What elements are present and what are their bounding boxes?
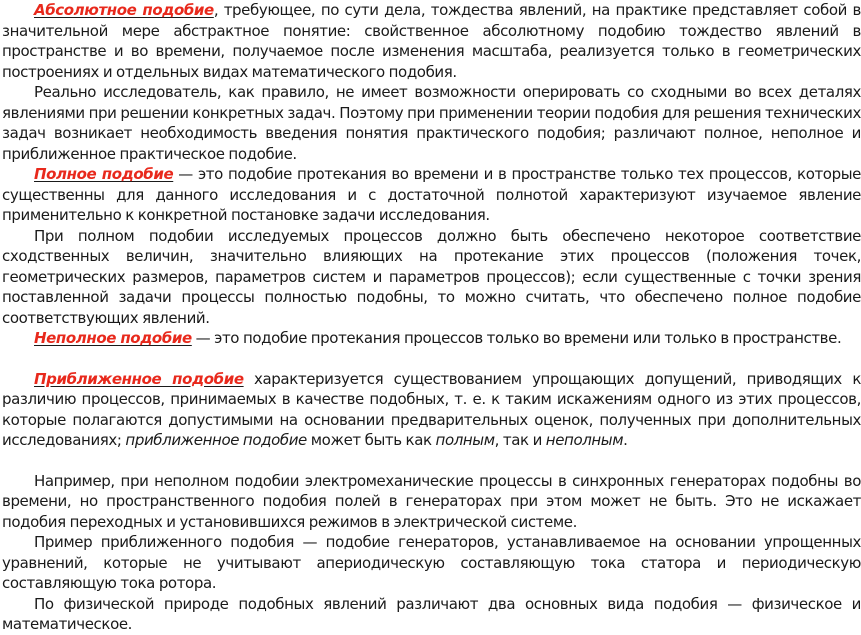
paragraph-approximate-similarity — [2, 369, 861, 451]
paragraph-text: По физической природе подобных явлений различают два основных вида подобия — физическое и математическое. — [2, 594, 861, 633]
paragraph-text: Реально исследователь, как правило, не имеет возможности оперировать со сходными во всех деталях явлениями при решении конкретных задач. Поэтому при применении теории подобия для решения технических задач возникает необходимость введения понятия практического подобия; различают полное, неполное и приближенное практическое подобие. — [2, 83, 861, 163]
paragraph-spacer — [2, 349, 861, 369]
paragraph-text: — это подобие протекания процессов только во времени или только в пространстве. — [191, 329, 842, 347]
paragraph-text: Пример приближенного подобия — подобие генераторов, устанавливаемое на основании упрощенных уравнений, которые не учитывают апериодическую составляющую тока статора и периодическую составляющую тока ротора. — [2, 533, 861, 592]
paragraph-text: , требующее, по сути дела, тождества явлений, на практике представляет собой в значительной мере абстрактное понятие: свойственное абсолютному подобию тождество явлений в пространстве и во времени, получаемое после изменения масштаба, реализуется только в геометрических построениях и отдельных видах математического подобия. — [2, 1, 861, 81]
paragraph-full-similarity — [2, 164, 861, 226]
term-full-similarity: Полное подобие — [34, 165, 174, 183]
term-partial-similarity: Неполное подобие — [34, 329, 192, 347]
paragraph-text: — это подобие протекания во времени и в пространстве только тех процессов, которые существенны для данного исследования и с достаточной полнотой характеризуют изучаемое явление применительно к конкретной постановке задачи исследования. — [2, 165, 861, 224]
paragraph-absolute-similarity — [2, 0, 861, 82]
italic-partial: неполным — [545, 431, 624, 449]
paragraph-practical-similarity — [2, 82, 861, 164]
paragraph-full-similarity-conditions — [2, 226, 861, 329]
paragraph-example-approximate — [2, 532, 861, 594]
paragraph-text: характеризуется существованием упрощающих допущений, приводящих к различию процессов, принимаемых в качестве подобных, т. е. к таким искажениям одного из этих процессов, которые полагаются допустимыми на основании предварительных оценок, полученных при дополнительных исследованиях; — [2, 369, 861, 449]
term-approximate-similarity: Приближенное подобие — [34, 369, 244, 388]
paragraph-text: . — [623, 431, 628, 449]
paragraph-physical-nature — [2, 594, 861, 635]
term-absolute-similarity: Абсолютное подобие — [34, 1, 214, 19]
italic-full: полным — [435, 431, 495, 449]
paragraph-text: При полном подобии исследуемых процессов должно быть обеспечено некоторое соответствие сходственных величин, значительно влияющих на протекание этих процессов (положения точек, геометрических размеров, параметров систем и параметров процессов); если существенные с точки зрения поставленной задачи процессы полностью подобны, то можно считать, что обеспечено полное подобие соответствующих явлений. — [2, 226, 861, 327]
paragraph-partial-similarity — [2, 328, 861, 349]
paragraph-text: , так и — [494, 431, 546, 449]
paragraph-text: Например, при неполном подобии электромеханические процессы в синхронных генераторах подобны во времени, но пространственного подобия полей в генераторах при этом может не быть. Это не искажает подобия переходных и установившихся режимов в электрической системе. — [2, 471, 861, 531]
document-text — [2, 0, 861, 635]
italic-approximate-similarity: приближенное подобие — [125, 431, 307, 449]
paragraph-spacer — [2, 451, 861, 471]
paragraph-example-partial — [2, 471, 861, 533]
paragraph-text: может быть как — [306, 431, 436, 449]
